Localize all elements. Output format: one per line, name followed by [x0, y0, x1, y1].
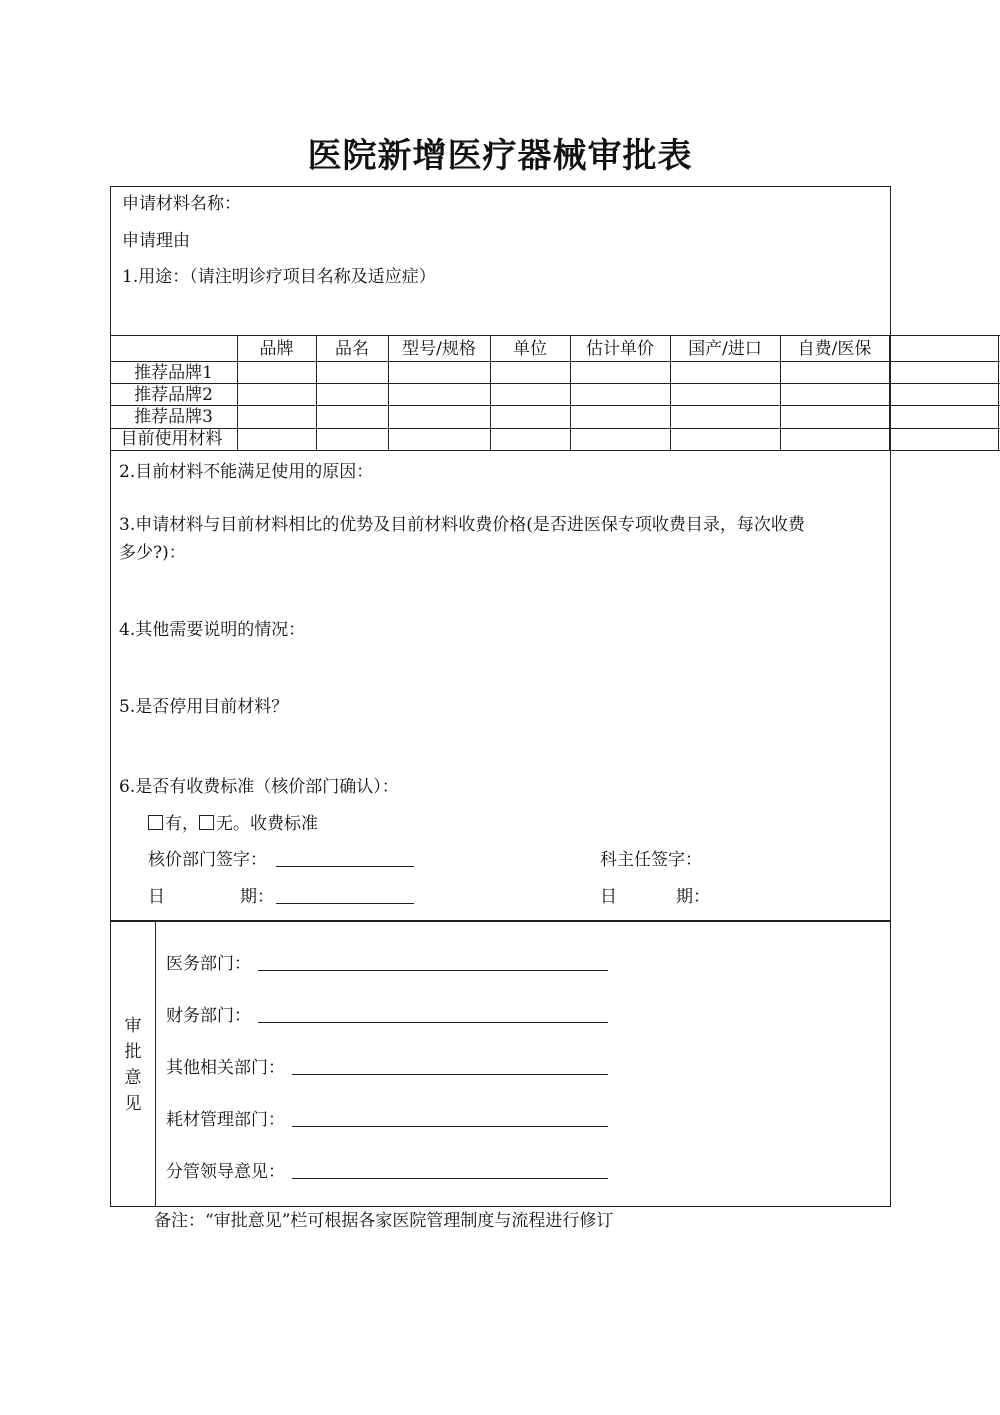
footnote: 备注：“审批意见”栏可根据各家医院管理制度与流程进行修订 — [154, 1211, 614, 1231]
header-domestic-import: 国产/进口 — [688, 339, 762, 359]
side-char-4: 见 — [124, 1094, 142, 1114]
header-selfpay-insurance: 自费/医保 — [797, 339, 872, 359]
approval-finance-dept-label: 财务部门： — [166, 1006, 251, 1026]
material-name-label: 申请材料名称： — [122, 194, 241, 214]
question-6: 6.是否有收费标准（核价部门确认）： — [119, 777, 399, 797]
row-label-brand-3: 推荐品牌3 — [134, 407, 213, 427]
approval-other-dept-line[interactable] — [292, 1074, 608, 1075]
approval-medical-dept-label: 医务部门： — [166, 954, 251, 974]
form-main-box — [110, 186, 891, 922]
price-date-line[interactable] — [276, 903, 414, 904]
approval-leader-line[interactable] — [292, 1178, 608, 1179]
side-char-3: 意 — [124, 1068, 142, 1088]
question-4: 4.其他需要说明的情况： — [119, 620, 306, 640]
header-est-price: 估计单价 — [586, 339, 654, 359]
checkbox-no[interactable] — [199, 815, 214, 830]
question-2: 2.目前材料不能满足使用的原因： — [119, 462, 374, 482]
header-brand: 品牌 — [259, 339, 294, 359]
approval-other-dept-label: 其他相关部门： — [166, 1058, 285, 1078]
approval-consumables-dept-line[interactable] — [292, 1126, 608, 1127]
price-date-label-2: 期： — [240, 887, 274, 907]
header-product-name: 品名 — [335, 339, 369, 359]
approval-medical-dept-line[interactable] — [258, 970, 608, 971]
question-5: 5.是否停用目前材料？ — [119, 697, 289, 717]
director-date-label-2: 期： — [676, 887, 710, 907]
header-model-spec: 型号/规格 — [402, 339, 476, 359]
question-3-line-1: 3.申请材料与目前材料相比的优势及目前材料收费价格(是否进医保专项收费目录，每次收费 — [119, 515, 805, 535]
price-dept-sign-label: 核价部门签字： — [148, 850, 267, 870]
row-label-current-material: 目前使用材料 — [120, 429, 223, 449]
approval-finance-dept-line[interactable] — [258, 1022, 608, 1023]
usage-label: 1.用途：（请注明诊疗项目名称及适应症） — [122, 267, 436, 287]
approval-divider — [155, 921, 156, 1206]
price-date-label-1: 日 — [148, 887, 165, 907]
approval-side-label — [121, 1013, 145, 1117]
row-label-brand-2: 推荐品牌2 — [134, 385, 213, 405]
header-unit: 单位 — [513, 339, 547, 359]
price-dept-sign-line[interactable] — [276, 866, 414, 867]
page-title: 医院新增医疗器械审批表 — [307, 136, 693, 176]
row-label-brand-1: 推荐品牌1 — [134, 363, 213, 383]
question-3-line-2: 多少?)： — [119, 543, 186, 563]
option-yes-label: 有， — [165, 814, 199, 834]
approval-leader-label: 分管领导意见： — [166, 1162, 285, 1182]
option-no-label: 无。收费标准 — [216, 814, 318, 834]
director-date-label-1: 日 — [600, 887, 617, 907]
director-sign-label: 科主任签字： — [600, 850, 702, 870]
checkbox-yes[interactable] — [148, 815, 163, 830]
side-char-1: 审 — [124, 1016, 142, 1036]
approval-consumables-dept-label: 耗材管理部门： — [166, 1110, 285, 1130]
fee-standard-options — [148, 813, 318, 835]
side-char-2: 批 — [124, 1042, 142, 1062]
reason-label: 申请理由 — [122, 231, 190, 251]
